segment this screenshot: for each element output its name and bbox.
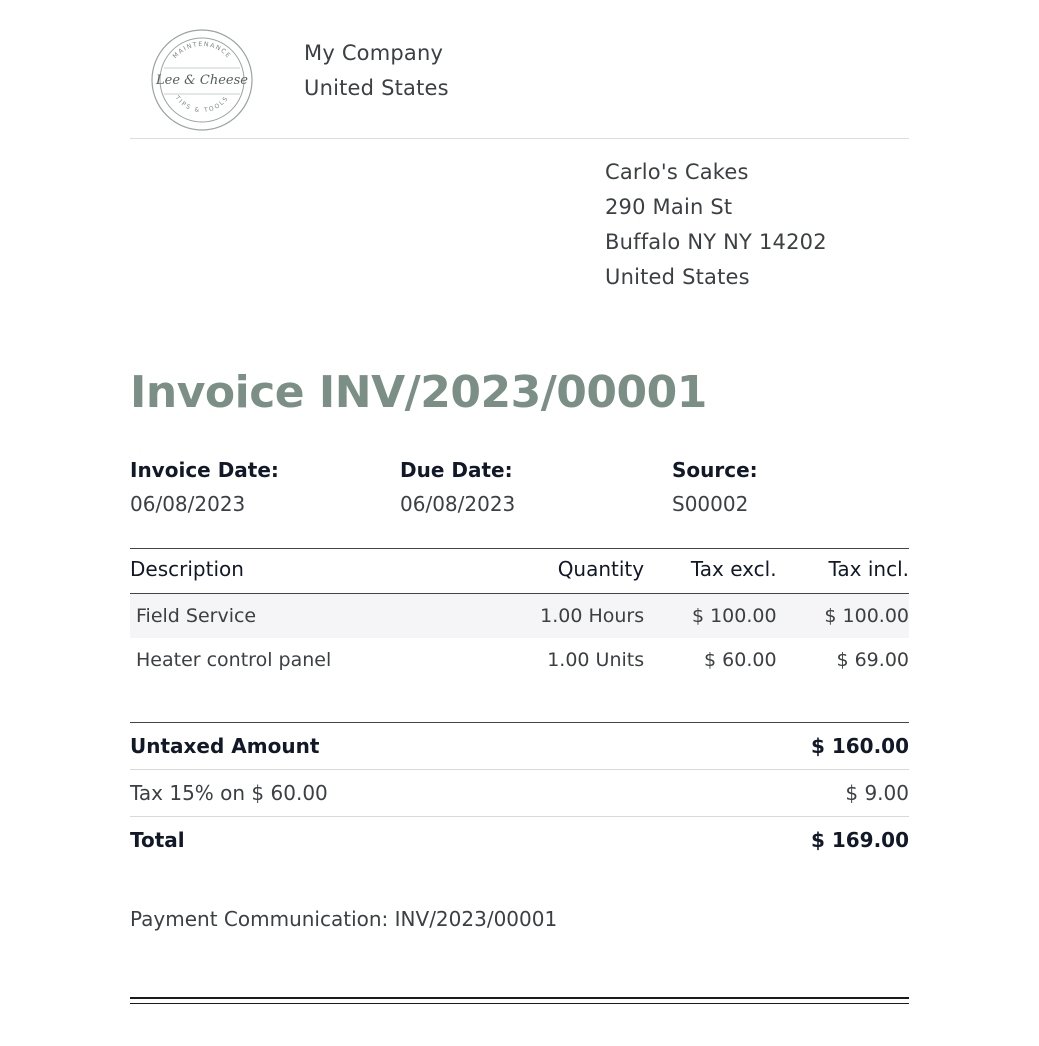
- table-row: [130, 594, 909, 639]
- customer-name: Carlo's Cakes: [605, 160, 749, 184]
- table-header-row: [130, 549, 909, 594]
- total-row: [130, 817, 909, 864]
- document-header: [130, 0, 909, 128]
- untaxed-amount-value: $ 160.00: [651, 723, 909, 770]
- row-tax-incl: $ 69.00: [836, 649, 909, 671]
- total-value: $ 169.00: [651, 817, 909, 864]
- untaxed-amount-label: Untaxed Amount: [130, 723, 651, 770]
- svg-text:MAINTENANCE: MAINTENANCE: [171, 40, 233, 61]
- company-block: [304, 28, 449, 106]
- page-title: Invoice INV/2023/00001: [130, 367, 707, 418]
- row-quantity: 1.00 Units: [547, 649, 645, 671]
- customer-street: 290 Main St: [605, 195, 733, 219]
- tax-label: Tax 15% on $ 60.00: [130, 770, 651, 817]
- svg-text:TIPS & TOOLS: TIPS & TOOLS: [173, 94, 231, 115]
- source-value: S00002: [672, 492, 749, 516]
- untaxed-amount-row: [130, 723, 909, 770]
- tax-row: [130, 770, 909, 817]
- due-date-value: 06/08/2023: [400, 492, 516, 516]
- invoice-date-label: Invoice Date:: [130, 458, 279, 482]
- company-country: United States: [304, 76, 449, 100]
- source-field: [672, 454, 758, 522]
- total-label: Total: [130, 817, 651, 864]
- invoice-date-field: [130, 454, 400, 522]
- customer-city-state-zip: Buffalo NY NY 14202: [605, 230, 827, 254]
- table-row: [130, 638, 909, 682]
- row-description: Heater control panel: [136, 649, 332, 671]
- row-quantity: 1.00 Hours: [488, 594, 644, 639]
- row-tax-incl: $ 100.00: [777, 594, 909, 639]
- invoice-lines-table: [130, 548, 909, 682]
- footer-rule-thick: [130, 997, 909, 999]
- svg-text:Lee & Cheese: Lee & Cheese: [156, 73, 248, 88]
- source-label: Source:: [672, 458, 758, 482]
- company-name: My Company: [304, 41, 444, 65]
- footer-divider: [130, 997, 909, 1004]
- payment-communication: Payment Communication: INV/2023/00001: [130, 907, 558, 931]
- column-header-tax-excl: Tax excl.: [644, 549, 776, 594]
- totals-table: [130, 722, 909, 863]
- customer-country: United States: [605, 265, 750, 289]
- column-header-quantity: Quantity: [488, 549, 644, 594]
- customer-address-block: [605, 155, 909, 295]
- header-divider: [130, 138, 909, 139]
- row-tax-excl: $ 60.00: [704, 649, 777, 671]
- tax-value: $ 9.00: [651, 770, 909, 817]
- row-tax-excl: $ 100.00: [644, 594, 776, 639]
- column-header-tax-incl: Tax incl.: [777, 549, 909, 594]
- invoice-date-value: 06/08/2023: [130, 492, 246, 516]
- footer-rule-thin: [130, 1003, 909, 1004]
- due-date-label: Due Date:: [400, 458, 513, 482]
- due-date-field: [400, 454, 672, 522]
- row-description: Field Service: [130, 594, 488, 639]
- company-logo-icon: [150, 28, 254, 132]
- invoice-meta: [130, 454, 909, 522]
- column-header-description: Description: [130, 549, 488, 594]
